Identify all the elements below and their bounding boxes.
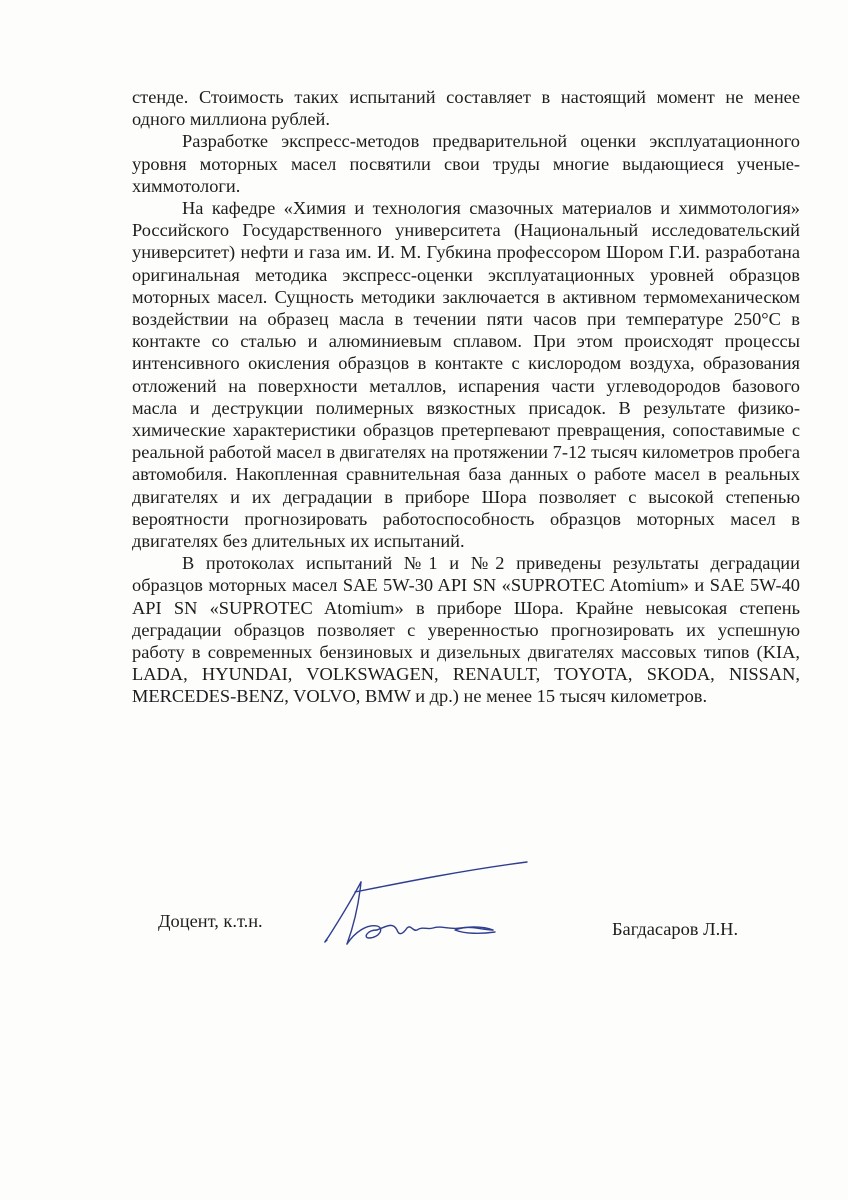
paragraph-3: На кафедре «Химия и технология смазочных материалов и химмотология» Российского Государственного университета (Национальный исследовательский университет) нефти и газа им. И. М. Губкина профессором Шором Г.И. разработана оригинальная методика экспресс-оценки эксплуатационных уровней образцов моторных масел. Сущность методики заключается в активном термомеханическом воздействии на образец масла в течении пяти часов при температуре 250°С в контакте со сталью и алюминиевым сплавом. При этом происходят процессы интенсивного окисления образцов в контакте с кислородом воздуха, образования отложений на поверхности металлов, испарения части углеводородов базового масла и деструкции полимерных вязкостных присадок. В результате физико-химические характеристики образцов претерпевают превращения, сопоставимые с реальной работой масел в двигателях на протяжении 7-12 тысяч километров пробега автомобиля. Накопленная сравнительная база данных о работе масел в реальных двигателях и их деградации в приборе Шора позволяет с высокой степенью вероятности прогнозировать работоспособность образцов моторных масел в двигателях без длительных их испытаний. bbox=[132, 198, 800, 552]
signer-name: Багдасаров Л.Н. bbox=[612, 919, 739, 939]
signer-title: Доцент, к.т.н. bbox=[158, 911, 263, 931]
handwritten-signature bbox=[315, 852, 535, 952]
paragraph-1: стенде. Стоимость таких испытаний составляет в настоящий момент не менее одного миллиона рублей. bbox=[132, 87, 800, 130]
paragraph-4: В протоколах испытаний №1 и №2 приведены результаты деградации образцов моторных масел SAE 5W-30 API SN «SUPROTEC Atomium» и SAE 5W-40 API SN «SUPROTEC Atomium» в приборе Шора. Крайне невысокая степень деградации образцов позволяет с уверенностью прогнозировать их успешную работу в современных бензиновых и дизельных двигателях массовых типов (KIA, LADA, HYUNDAI, VOLKSWAGEN, RENAULT, TOYOTA, SKODA, NISSAN, MERCEDES-BENZ, VOLVO, BMW и др.) не менее 15 тысяч километров. bbox=[132, 553, 800, 707]
document-body bbox=[132, 86, 800, 708]
paragraph-2: Разработке экспресс-методов предварительной оценки эксплуатационного уровня моторных масел посвятили свои труды многие выдающиеся ученые-химмотологи. bbox=[132, 131, 800, 196]
